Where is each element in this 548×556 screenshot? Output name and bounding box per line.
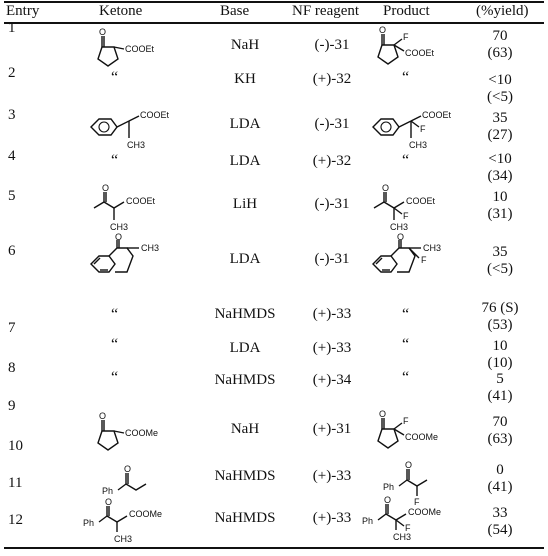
yield-value: 35 — [492, 110, 508, 126]
nf-reagent-cell: (+)-33 — [312, 306, 352, 322]
svg-text:F: F — [420, 124, 426, 134]
svg-text:COOEt: COOEt — [406, 196, 436, 206]
yield-paren-value: (31) — [487, 206, 513, 222]
yield-paren-value: (10) — [487, 355, 513, 371]
svg-text:CH3: CH3 — [393, 532, 412, 542]
header-ketone: Ketone — [99, 3, 143, 19]
ketone-ditto-mark: “ — [111, 306, 119, 323]
yield-cell — [455, 371, 545, 405]
yield-cell — [455, 72, 545, 106]
nf-reagent-cell: (+)-33 — [312, 340, 352, 356]
yield-paren-value: (53) — [487, 317, 513, 333]
yield-paren-value: (63) — [487, 45, 513, 61]
product-structure-row-12 — [362, 495, 472, 546]
nf-reagent-cell: (+)-32 — [312, 71, 352, 87]
svg-text:CH3: CH3 — [390, 222, 409, 232]
yield-value: 10 — [492, 189, 508, 205]
svg-text:F: F — [405, 523, 411, 533]
svg-text:COOEt: COOEt — [125, 44, 155, 54]
svg-text:O: O — [99, 27, 107, 37]
svg-text:CH3: CH3 — [423, 243, 442, 253]
yield-value: <10 — [488, 151, 512, 167]
entry-number: 12 — [8, 512, 23, 528]
svg-text:CH3: CH3 — [409, 140, 428, 150]
svg-text:O: O — [379, 409, 387, 419]
entry-number: 8 — [8, 360, 16, 376]
svg-text:F: F — [403, 32, 409, 42]
yield-value: 76 (S) — [481, 300, 519, 316]
product-ditto-mark: “ — [402, 336, 410, 353]
svg-text:Ph: Ph — [83, 518, 95, 528]
yield-cell — [455, 338, 545, 372]
svg-text:Ph: Ph — [383, 482, 395, 492]
yield-value: 33 — [492, 505, 508, 521]
ketone-structure-row-11 — [102, 464, 172, 504]
nf-reagent-cell: (-)-31 — [314, 116, 350, 132]
svg-text:Ph: Ph — [102, 486, 114, 496]
svg-text:COOEt: COOEt — [140, 110, 170, 120]
top-rule — [4, 1, 544, 3]
yield-value: 70 — [492, 28, 508, 44]
svg-text:COOMe: COOMe — [129, 509, 163, 519]
yield-paren-value: (54) — [487, 522, 513, 538]
base-cell: LDA — [229, 251, 261, 267]
svg-text:COOEt: COOEt — [126, 196, 156, 206]
yield-cell — [455, 414, 545, 448]
yield-cell — [455, 151, 545, 185]
ketone-structure-row-12 — [83, 497, 183, 546]
product-structure-row-5 — [370, 183, 470, 236]
yield-value: 10 — [492, 338, 508, 354]
product-structure-row-6 — [367, 232, 467, 290]
yield-value: 0 — [496, 462, 504, 478]
yield-paren-value: (<5) — [487, 89, 513, 105]
svg-text:O: O — [379, 25, 387, 35]
base-cell: KH — [234, 71, 256, 87]
header-base: Base — [220, 3, 250, 19]
svg-text:F: F — [403, 211, 409, 221]
base-cell: LiH — [232, 196, 258, 212]
entry-number: 11 — [8, 475, 23, 491]
svg-text:CH3: CH3 — [127, 140, 146, 150]
yield-cell — [455, 462, 545, 496]
entry-number: 2 — [8, 65, 16, 81]
base-cell: NaH — [230, 421, 260, 437]
entry-number: 5 — [8, 188, 16, 204]
ketone-ditto-mark: “ — [111, 336, 119, 353]
yield-paren-value: (41) — [487, 388, 513, 404]
ketone-structure-row-6 — [85, 232, 185, 288]
ketone-structure-row-10 — [90, 411, 180, 455]
entry-number: 6 — [8, 243, 16, 259]
header-yield: (%yield) — [476, 3, 529, 19]
yield-value: 5 — [496, 371, 504, 387]
ketone-ditto-mark: “ — [111, 369, 119, 386]
base-cell: NaHMDS — [214, 510, 276, 526]
entry-number: 3 — [8, 107, 16, 123]
entry-number: 4 — [8, 148, 16, 164]
entry-number: 10 — [8, 438, 23, 454]
svg-text:COOMe: COOMe — [125, 428, 159, 438]
svg-text:F: F — [414, 497, 420, 507]
ketone-ditto-mark: “ — [111, 152, 119, 169]
header-nf-reagent: NF reagent — [292, 3, 360, 19]
product-structure-row-1 — [370, 25, 460, 71]
base-cell: NaH — [230, 37, 260, 53]
header-product: Product — [383, 3, 430, 19]
yield-cell — [455, 244, 545, 278]
yield-cell — [455, 110, 545, 144]
yield-paren-value: (34) — [487, 168, 513, 184]
product-structure-row-10 — [370, 409, 460, 455]
base-cell: LDA — [229, 116, 261, 132]
svg-text:CH3: CH3 — [141, 243, 160, 253]
product-structure-row-3 — [367, 108, 467, 154]
yield-value: <10 — [488, 72, 512, 88]
svg-text:O: O — [397, 232, 405, 242]
svg-text:O: O — [405, 460, 413, 470]
header-entry: Entry — [6, 3, 40, 19]
product-ditto-mark: “ — [402, 306, 410, 323]
svg-text:O: O — [382, 183, 390, 193]
svg-text:COOEt: COOEt — [405, 48, 435, 58]
svg-text:O: O — [99, 411, 107, 421]
svg-text:O: O — [384, 495, 392, 505]
nf-reagent-cell: (-)-31 — [314, 37, 350, 53]
svg-text:Ph: Ph — [362, 516, 374, 526]
nf-reagent-cell: (-)-31 — [314, 196, 350, 212]
bottom-rule — [4, 547, 544, 549]
yield-value: 70 — [492, 414, 508, 430]
svg-text:COOMe: COOMe — [405, 432, 439, 442]
ketone-structure-row-1 — [90, 27, 170, 69]
svg-text:O: O — [105, 497, 113, 507]
nf-reagent-cell: (+)-31 — [312, 421, 352, 437]
product-ditto-mark: “ — [402, 152, 410, 169]
ketone-structure-row-5 — [90, 183, 190, 234]
ketone-ditto-mark: “ — [111, 69, 119, 86]
svg-text:F: F — [421, 255, 427, 265]
nf-reagent-cell: (+)-33 — [312, 510, 352, 526]
base-cell: NaHMDS — [214, 306, 276, 322]
svg-text:CH3: CH3 — [114, 534, 133, 544]
svg-text:O: O — [115, 232, 123, 242]
base-cell: NaHMDS — [214, 372, 276, 388]
yield-cell — [455, 300, 545, 334]
nf-reagent-cell: (-)-31 — [314, 251, 350, 267]
svg-text:F: F — [403, 416, 409, 426]
base-cell: LDA — [229, 153, 261, 169]
entry-number: 1 — [8, 20, 16, 36]
svg-text:COOMe: COOMe — [408, 507, 442, 517]
yield-paren-value: (27) — [487, 127, 513, 143]
header-rule — [4, 22, 544, 24]
yield-paren-value: (41) — [487, 479, 513, 495]
yield-paren-value: (<5) — [487, 261, 513, 277]
entry-number: 9 — [8, 398, 16, 414]
base-cell: LDA — [229, 340, 261, 356]
product-ditto-mark: “ — [402, 69, 410, 86]
yield-cell — [455, 28, 545, 62]
yield-paren-value: (63) — [487, 431, 513, 447]
svg-text:O: O — [102, 183, 110, 193]
svg-text:O: O — [124, 464, 132, 474]
svg-text:CH3: CH3 — [110, 222, 129, 232]
svg-text:COOEt: COOEt — [422, 110, 452, 120]
product-ditto-mark: “ — [402, 369, 410, 386]
ketone-structure-row-3 — [85, 108, 185, 152]
nf-reagent-cell: (+)-34 — [312, 372, 352, 388]
entry-number: 7 — [8, 320, 16, 336]
base-cell: NaHMDS — [214, 468, 276, 484]
nf-reagent-cell: (+)-33 — [312, 468, 352, 484]
nf-reagent-cell: (+)-32 — [312, 153, 352, 169]
yield-value: 35 — [492, 244, 508, 260]
